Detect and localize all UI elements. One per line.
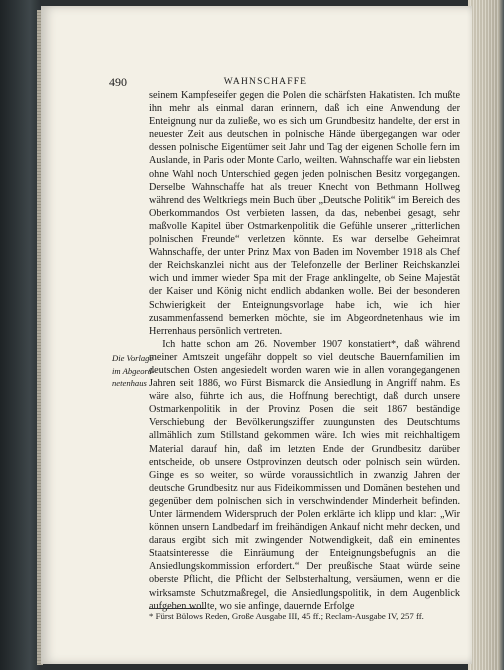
margin-note [112,352,155,390]
running-head-title: WAHNSCHAFFE [223,77,308,87]
book-spine [0,0,40,670]
footnote: * Fürst Bülows Reden, Große Ausgabe III, 45 ff.; Reclam-Ausgabe IV, 257 ff. [149,611,424,621]
paragraph: seinem Kampfeseifer gegen die Polen die schärfsten Hakatisten. Ich mußte ihn mehr als einmal daran erinnern, daß ich eine Anwendung der Enteignung nur da zuließe, wo es sich um Grundbesitz handelte, der erst in neuester Zeit aus deutschen in polnische Hände übergegangen war oder dessen polnische Eigentümer seit Jahr und Tag der eigenen Scholle fern im Auslande, in Paris oder Monte Carlo, weilten. Wahnschaffe war ein liebsten ohne Wahl noch Unterschied gegen jeden polnischen Besitz vorgegangen. Derselbe Wahnschaffe hat als treuer Knecht von Bethmann Hollweg während des Weltkriegs mein Buch über „Deutsche Politik“ im Bereich des Oberkommandos Ost verbieten lassen, da das, nebenbei gesagt, sehr maßvolle Kapitel über Ostmarkenpolitik die Gefühle unserer „ritterlichen polnischen Freunde“ verletzen könnte. Es war derselbe Geheimrat Wahnschaffe, der unter Prinz Max von Baden im November 1918 als Chef der Reichskanzlei nicht aus der Telefonzelle der Berliner Reichskanzlei wich und immer wieder Spa mit der Frage anklingelte, ob Seine Majestät der Kaiser und König nicht endlich abdanken wolle. Bei der besonderen Schwierigkeit der Enteignungsvorlage habe ich, wie ich hier zusammenfassend bemerken möchte, sie im Abgeordnetenhaus wie im Herrenhaus persönlich vertreten. [149,90,460,337]
paragraph: Ich hatte schon am 26. November 1907 konstatiert*, daß während meiner Amtszeit ungefähr doppelt so viel deutsche Bauernfamilien im deutschen Osten angesiedelt worden waren wie in allen vorangegangenen Jahren seit 1886, wo Fürst Bismarck die Ansiedlung in Angriff nahm. Es wäre also, führte ich aus, die Hoffnung berechtigt, daß durch unsere Ostmarkenpolitik in der Provinz Posen die seit 1867 beständige Verschiebung der Bevölkerungsziffer zuungunsten des Deutschtums allmählich zum Stillstand gekommen wäre. Ich wies mit reichhaltigem Material darauf hin, daß im letzten Ende der Grundbesitz darüber entscheide, ob unsere Ostprovinzen deutsch oder polnisch sein würden. Ginge es so weiter, so würde voraussichtlich in zwanzig Jahren der deutsche Grundbesitz nur aus Fideikommissen und Domänen bestehen und gegenüber dem polnischen sich in verschwindender Minderheit befinden. Unter lärmendem Widerspruch der Polen erklärte ich klipp und klar: „Wir können unsern Landbedarf im freihändigen Ankauf nicht mehr decken, und daraus ergibt sich mit zwingender Notwendigkeit, daß ein eminentes Staatsinteresse die Einräumung der Enteignungsbefugnis an die Ansiedlungskommission erfordert.“ Der preußische Staat würde seine oberste Pflicht, die Pflicht der Selbsterhaltung, versäumen, wenn er die wirksamste Schutzmaßregel, die Ansiedlungspolitik, in dem Augenblick aufgeben wollte, wo sie anfinge, dauernde Erfolge [149,338,460,612]
margin-note-line: Die Vorlage [112,353,154,363]
margin-note-line: im Abgeord- [112,365,155,376]
body-text [149,89,460,613]
page-block-edges [468,0,504,670]
footnote-divider [149,608,205,609]
margin-note-line: netenhaus [112,378,147,389]
running-head [109,75,462,89]
page-number: 490 [109,75,127,89]
